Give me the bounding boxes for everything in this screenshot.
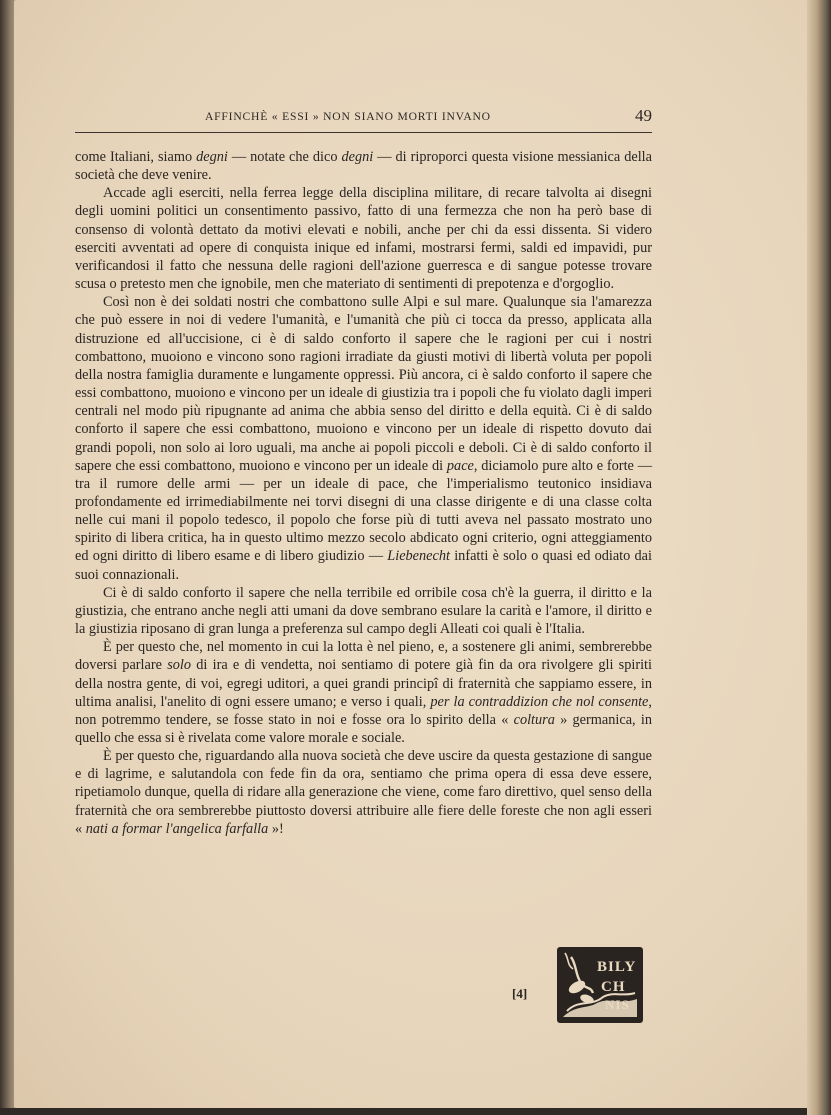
italic-text: degni (341, 149, 374, 165)
paragraph (75, 747, 652, 838)
text-run: infatti è solo o quasi ed odiato dai suoi connazionali. (75, 548, 652, 583)
text-run: — notate che dico (227, 149, 342, 165)
text-run: Ci è di saldo conforto il sapere che nella terribile ed orribile cosa ch'è la guerra, il diritto e la giustizia, che entrano anche negli atti umani da dove sembrano esulare la carità e l'amore, il diritto e la giustizia riposano di gran lunga a preferenza sul campo degli Alleati coi quali è l'Italia. (75, 584, 652, 638)
text-run: — di riproporci questa visione messianica della società che deve venire. (75, 149, 652, 184)
text-run: , non potremmo tendere, se fosse stato in noi e fosse ora lo spirito della « (75, 693, 652, 728)
italic-text: solo (167, 657, 192, 674)
svg-text:NIS: NIS (605, 997, 630, 1012)
text-run: come Italiani, siamo (75, 149, 197, 165)
paragraph (75, 638, 652, 747)
text-run: di ira e di vendetta, noi sentiamo di potere già fin da ora rivolgere gli spiriti della nostra gente, di voi, egregi uditori, a quei grandi principî di fraternità che sappiamo essere, in ultima analisi, l'anelito di ogni essere umano; e verso i quali, (75, 657, 652, 710)
text-run: Così non è dei soldati nostri che combattono sulle Alpi e sul mare. Qualunque sia l'amarezza che può essere in noi di vedere l'umanità, e l'umanità che più ci tocca da presso, applicata alla distruzione ed all'uccisione, ci è di saldo conforto il sapere che le ragioni per cui i nostri combattono, muoiono e vincono sono ragioni irradiate da giusti motivi di libertà voluta per popoli della nostra famiglia duramente e lungamente oppressi. Più ancora, ci è saldo conforto il sapere che essi combattono, muoiono e vincono per un ideale di giustizia tra i popoli che fu violato dagli imperi centrali nel modo più ripugnante ad anima che abbia senso del diritto e della equità. Ci è di saldo conforto il sapere che essi combattono, muoiono e vincono per un ideale di rispetto dovuto dai grandi popoli, non solo ai loro uguali, ma anche ai popoli piccoli e deboli. Ci è di saldo conforto il sapere che essi combattono, muoiono e vincono per un ideale di (75, 294, 652, 474)
signature-number: [4] (512, 986, 528, 1001)
italic-text: nati a formar l'angelica farfalla (85, 820, 269, 837)
italic-text: per la contraddizion che nol consente (430, 693, 649, 710)
italic-text: coltura (513, 711, 555, 728)
italic-text: pace (446, 457, 474, 474)
page-number: 49 (635, 106, 652, 125)
text-run: Accade agli eserciti, nella ferrea legge della disciplina militare, di recare talvolta ai disegni degli uomini politici un consentimento passivo, fatto di una fermezza che non ha però base di consenso di volontà dettato da motivi elevati e nobili, anche per chi da essi dissenta. Si videro eserciti avventati ad opere di conquista inique ed infami, mostrarsi fermi, saldi ed impavidi, pur verificandosi il fatto che nessuna delle ragioni dell'azione guerresca e di sangue potesse trovare scusa o pretesto men che ignobile, men che materiato di sentimenti di prepotenza e d'orgoglio. (75, 185, 652, 293)
paragraph (75, 148, 652, 184)
text-run: »! (268, 820, 284, 837)
svg-text:CH: CH (601, 979, 626, 995)
text-run: È per questo che, riguardando alla nuova società che deve uscire da questa gestazione di sangue e di lagrime, e salutandola con fede fin da ora, sentiamo che prima opera di essa deve essere, ripetiamolo dunque, quella di ridare alla generazione che viene, come faro direttivo, quel senso della fraternità che ora sembrerebbe piuttosto doversi attribuire alle fiere delle foreste che non agli esseri « (75, 748, 652, 837)
text-run: , diciamolo pure alto e forte — tra il rumore delle armi — per un ideale di pace, che l'imperialismo teutonico insidiava profondamente ed irrimediabilmente nei torvi disegni di una classe dirigente e di una classe colta nelle cui mani il popolo tedesco, il popolo che forse più di tutti aveva nel passato mostrato uno spirito di libera critica, ha in questo ultimo mezzo secolo abdicato ogni criterio, ogni atteggiamento ed ogni diritto di libero esame e di libero giudizio — (75, 457, 653, 565)
text-run: È per questo che, nel momento in cui la lotta è nel pieno, e, a sostenere gli animi, sembrerebbe doversi parlare (75, 639, 652, 674)
bookplate-emblem-icon (557, 947, 643, 1023)
running-title: AFFINCHÈ « ESSI » NON SIANO MORTI INVANO (205, 110, 491, 123)
text-run: » germanica, in quello che essa si è rivelata come valore morale e sociale. (75, 711, 652, 746)
paragraph (75, 184, 652, 293)
italic-text: Liebenecht (387, 548, 450, 565)
running-header (75, 106, 652, 133)
italic-text: degni (196, 149, 228, 165)
body-text (75, 148, 652, 838)
bookplate-lettering: BILY (597, 959, 637, 975)
paragraph (75, 584, 652, 638)
page-edge-right (807, 0, 831, 1115)
paragraph (75, 293, 652, 584)
